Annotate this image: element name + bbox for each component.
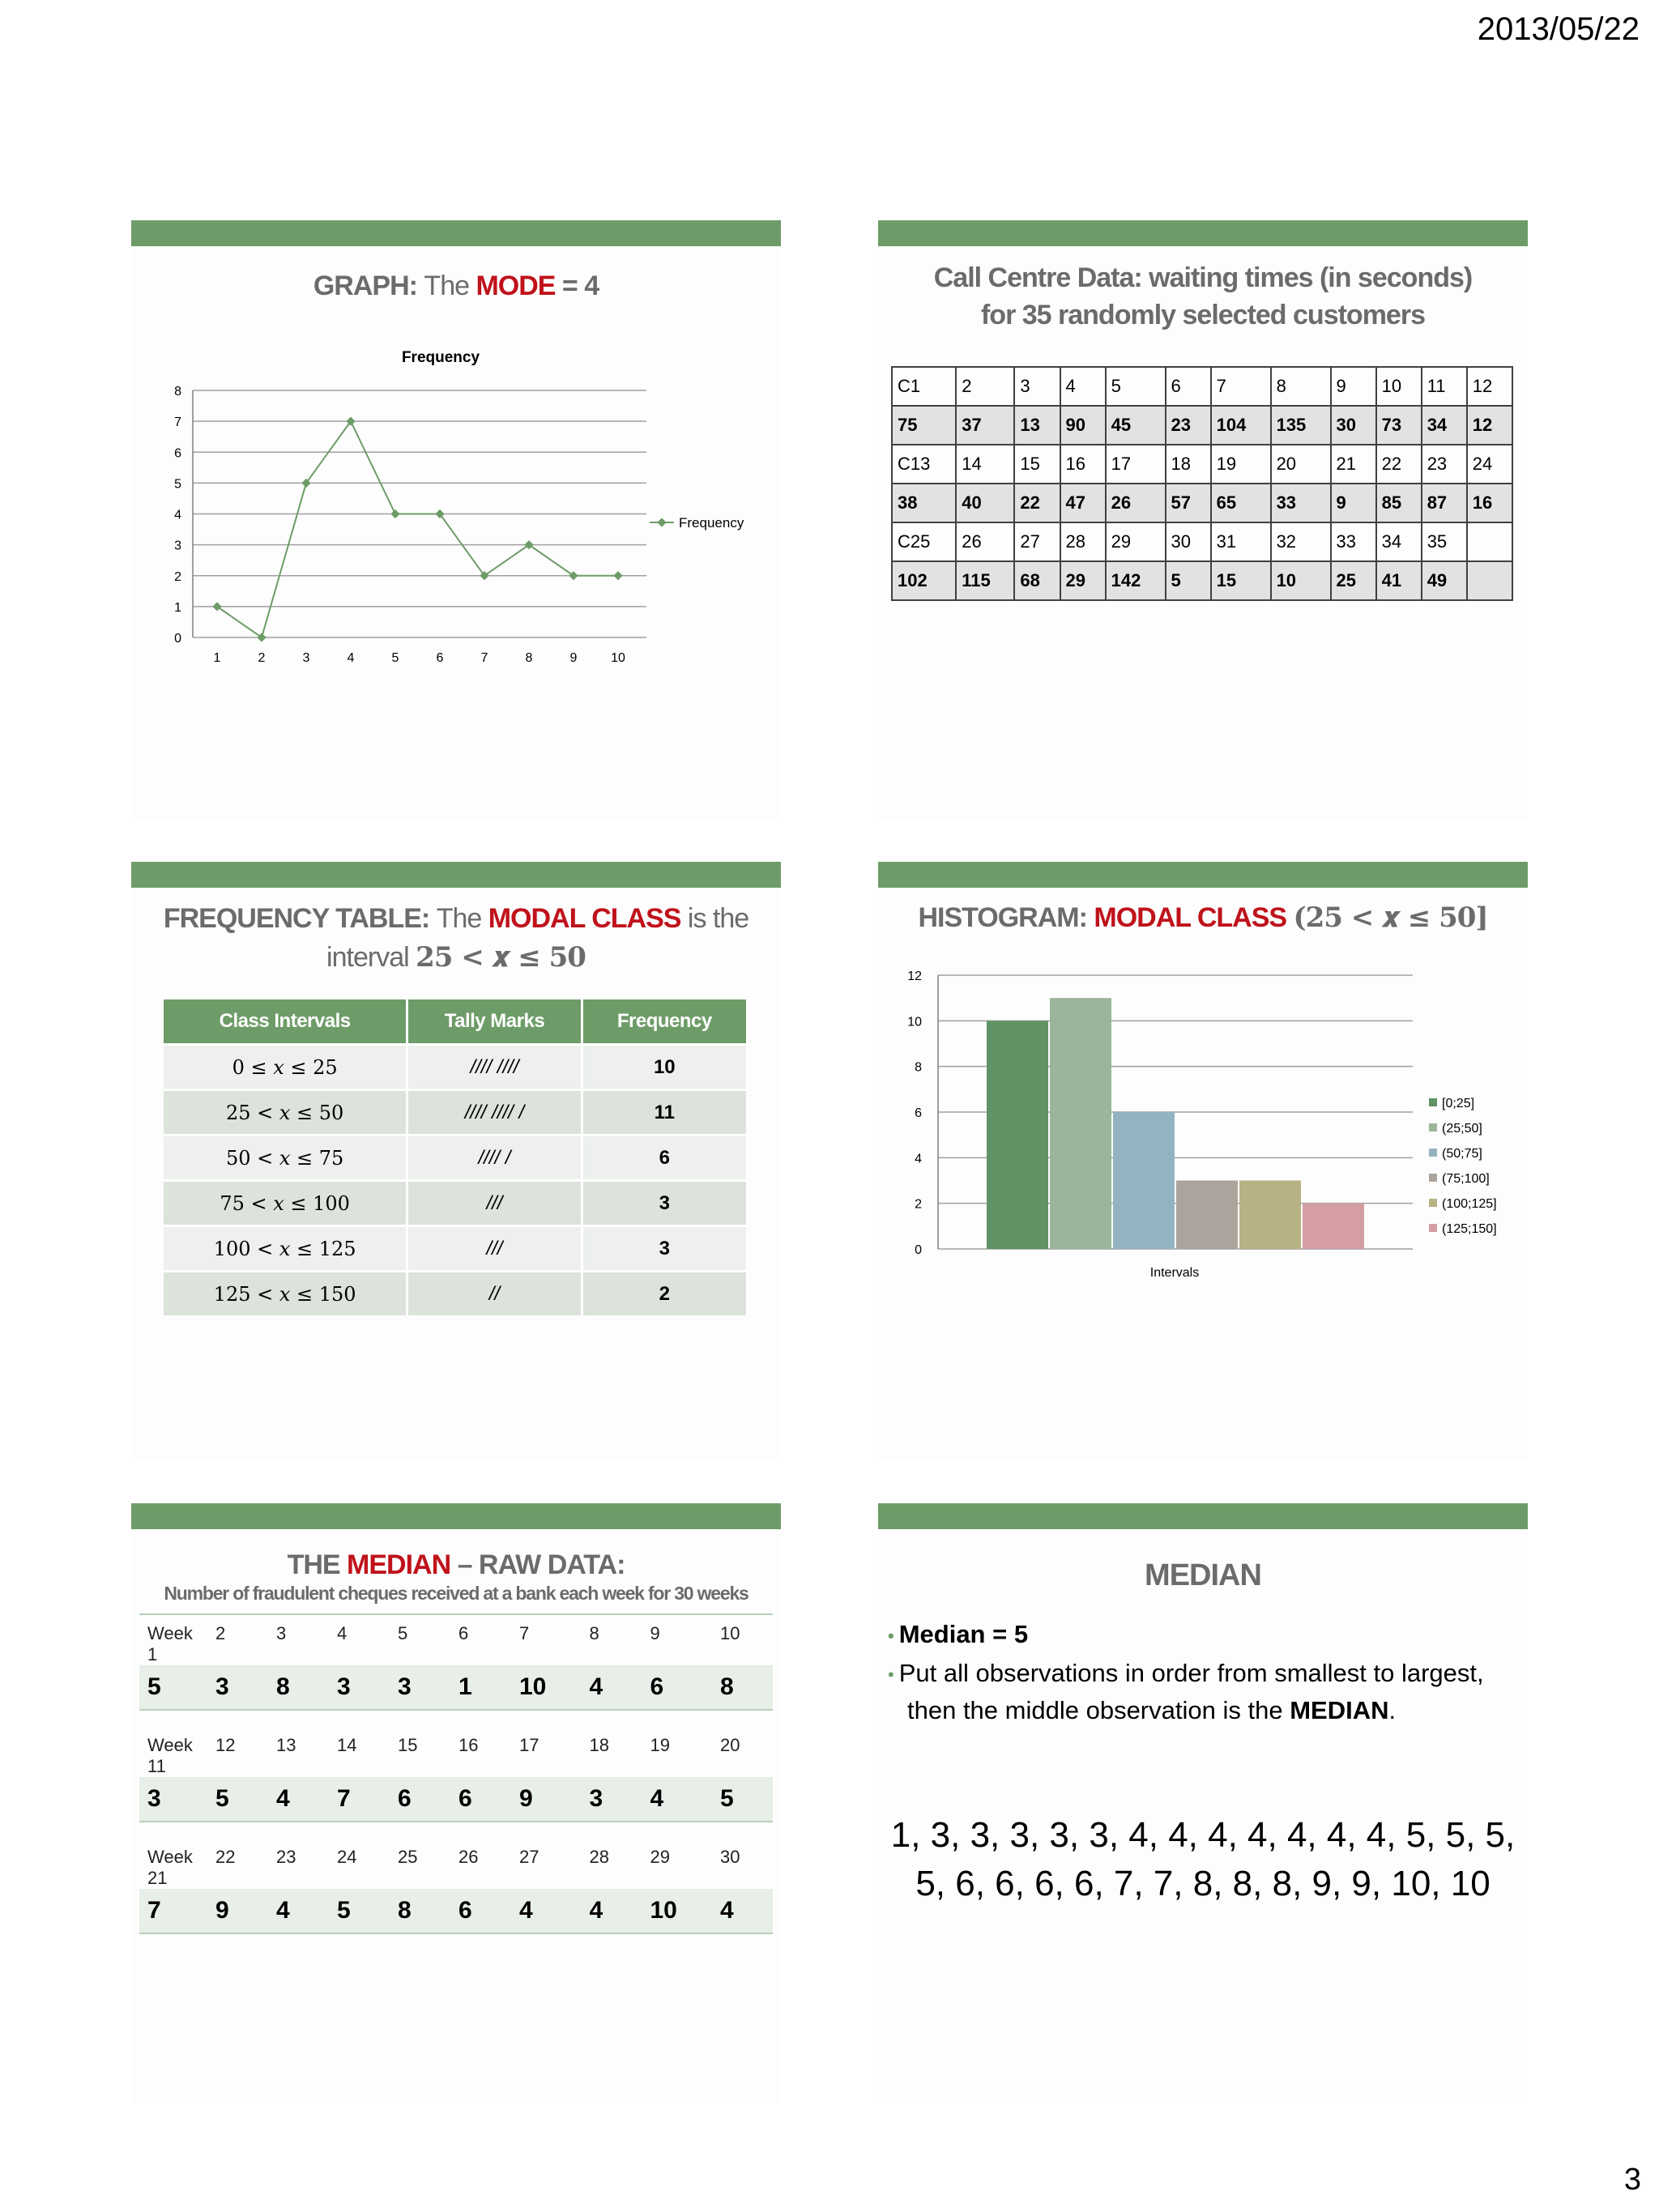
week-header-row	[139, 1727, 773, 1777]
cheque-count: 4	[268, 1777, 329, 1822]
slide-title	[878, 259, 1528, 334]
week-label: Week 21	[147, 1847, 193, 1888]
class-interval: 0 ≤ 𝑥 ≤ 25	[164, 1045, 407, 1090]
title-the: The	[436, 903, 482, 934]
table-cell: 10	[1271, 561, 1331, 600]
cheque-count: 4	[642, 1777, 711, 1822]
table-cell: 47	[1060, 484, 1106, 522]
y-tick-label: 2	[174, 569, 181, 584]
slide-header-bar	[878, 220, 1528, 246]
cheque-count: 3	[139, 1777, 207, 1822]
column-header: Class Intervals	[164, 999, 407, 1045]
table-cell: 16	[1060, 445, 1106, 484]
table-cell: 75	[892, 406, 956, 445]
legend-label: [0;25]	[1442, 1097, 1475, 1110]
table-cell: 104	[1211, 406, 1271, 445]
table-cell: 15	[1014, 445, 1060, 484]
legend-marker	[657, 518, 666, 526]
x-tick-label: 5	[391, 651, 399, 665]
table-cell: 33	[1331, 522, 1376, 561]
title-mode: MODE	[476, 271, 556, 301]
table-cell: 13	[1014, 406, 1060, 445]
title-math: 25 < 𝒙 ≤ 50	[416, 941, 586, 974]
x-tick-label: 2	[258, 651, 266, 665]
x-tick-label: 4	[347, 651, 355, 665]
data-point	[613, 571, 622, 580]
legend-swatch	[1429, 1149, 1437, 1157]
table-cell: 29	[1106, 522, 1166, 561]
week-header-row	[139, 1614, 773, 1665]
bullet-end: .	[1388, 1695, 1397, 1724]
cheque-count: 9	[511, 1777, 581, 1822]
page-number: 3	[1623, 2163, 1641, 2197]
legend-label: (25;50]	[1442, 1122, 1482, 1136]
table-cell: 26	[1106, 484, 1166, 522]
slide-title	[131, 267, 781, 305]
week-number: 14	[337, 1735, 357, 1755]
cheque-count: 4	[581, 1889, 642, 1933]
slide-header-bar	[131, 220, 781, 246]
legend-label: Frequency	[679, 515, 744, 531]
table-cell: 33	[1271, 484, 1331, 522]
table-cell: 45	[1106, 406, 1166, 445]
y-tick-label: 8	[915, 1060, 922, 1075]
table-row	[892, 367, 1512, 406]
cheque-count: 10	[511, 1665, 581, 1710]
title-prefix: GRAPH:	[313, 271, 417, 301]
week-label: Week 1	[139, 1614, 207, 1665]
table-row	[164, 1045, 748, 1090]
cheque-count: 5	[207, 1777, 268, 1822]
bullet-median-value	[888, 1617, 1028, 1654]
table-cell: 21	[1331, 445, 1376, 484]
x-tick-label: 1	[213, 651, 221, 665]
histogram-chart	[878, 959, 1518, 1396]
frequency-value: 10	[582, 1045, 747, 1090]
week-number: 9	[642, 1614, 711, 1665]
y-tick-label: 4	[174, 508, 181, 522]
tally-marks: //// //// /	[407, 1090, 582, 1136]
chart-title: Frequency	[401, 349, 480, 366]
class-interval: 100 < 𝑥 ≤ 125	[164, 1226, 407, 1272]
table-cell: 6	[1166, 367, 1211, 406]
week-number: 23	[276, 1847, 296, 1867]
table-cell: 20	[1271, 445, 1331, 484]
table-cell: 34	[1422, 406, 1467, 445]
x-tick-label: 7	[480, 651, 488, 665]
title-modal-class: MODAL CLASS	[488, 903, 681, 934]
cheque-count: 3	[329, 1665, 390, 1710]
table-cell: 30	[1166, 522, 1211, 561]
histogram-bar	[987, 1021, 1048, 1249]
table-cell	[1467, 561, 1512, 600]
x-tick-label: 8	[525, 651, 533, 665]
tally-marks: //// ////	[407, 1045, 582, 1090]
table-cell: 73	[1376, 406, 1422, 445]
frequency-value: 3	[582, 1226, 747, 1272]
week-number: 15	[398, 1735, 418, 1755]
cheque-count: 3	[390, 1665, 450, 1710]
week-number: 19	[650, 1735, 670, 1755]
table-cell: 9	[1331, 484, 1376, 522]
table-row	[892, 484, 1512, 522]
y-tick-label: 3	[174, 539, 181, 553]
cheque-count: 1	[450, 1665, 511, 1710]
class-interval: 125 < 𝑥 ≤ 150	[164, 1272, 407, 1316]
week-number: 6	[450, 1614, 511, 1665]
title-line-2: for 35 randomly selected customers	[980, 300, 1425, 330]
series-line	[217, 421, 618, 637]
slide-median	[878, 1503, 1528, 2103]
slide-title	[878, 899, 1528, 936]
frequency-value: 2	[582, 1272, 747, 1316]
table-cell: 18	[1166, 445, 1211, 484]
frequency-table	[164, 999, 748, 1315]
table-cell: C13	[892, 445, 956, 484]
y-tick-label: 6	[174, 446, 181, 461]
spacer-row	[139, 1710, 773, 1727]
x-axis-label: Intervals	[1149, 1266, 1200, 1280]
week-number: 25	[398, 1847, 418, 1867]
spacer-cell	[139, 1822, 773, 1839]
tally-marks: ///	[407, 1226, 582, 1272]
table-cell: 23	[1422, 445, 1467, 484]
slide-histogram	[878, 862, 1528, 1461]
table-cell: C25	[892, 522, 956, 561]
table-cell: 17	[1106, 445, 1166, 484]
cheque-count: 4	[712, 1889, 773, 1933]
legend-swatch	[1429, 1199, 1437, 1207]
value-row	[139, 1889, 773, 1933]
table-header-row	[164, 999, 748, 1045]
ordered-observations	[878, 1811, 1528, 1908]
week-number: 18	[589, 1735, 609, 1755]
legend-label: (125;150]	[1442, 1222, 1497, 1236]
histogram-bar	[1050, 998, 1111, 1249]
table-cell: 40	[956, 484, 1014, 522]
table-cell: 15	[1211, 561, 1271, 600]
title-rest: – RAW DATA:	[457, 1549, 625, 1580]
class-interval: 75 < 𝑥 ≤ 100	[164, 1181, 407, 1226]
histogram-bar	[1239, 1181, 1301, 1250]
table-row	[892, 522, 1512, 561]
tally-marks: //// /	[407, 1136, 582, 1181]
bullet-bold-median: MEDIAN	[1290, 1695, 1389, 1724]
slide-subtitle: Number of fraudulent cheques received at a bank each week for 30 weeks	[164, 1583, 748, 1604]
slide-header-bar	[878, 1503, 1528, 1529]
tally-marks: ///	[407, 1181, 582, 1226]
title-line-1: Call Centre Data: waiting times (in seconds)	[933, 262, 1473, 293]
class-interval: 50 < 𝑥 ≤ 75	[164, 1136, 407, 1181]
table-cell: 102	[892, 561, 956, 600]
y-tick-label: 0	[174, 632, 181, 646]
cheque-count: 5	[329, 1889, 390, 1933]
spacer-cell	[139, 1710, 773, 1727]
table-cell: 90	[1060, 406, 1106, 445]
table-cell: 87	[1422, 484, 1467, 522]
frequency-value: 3	[582, 1181, 747, 1226]
week-number: 8	[581, 1614, 642, 1665]
x-tick-label: 3	[302, 651, 310, 665]
table-cell: 16	[1467, 484, 1512, 522]
table-cell: 26	[956, 522, 1014, 561]
slide-median-raw	[131, 1503, 781, 2103]
table-cell: 30	[1331, 406, 1376, 445]
table-row	[892, 406, 1512, 445]
title-the: The	[424, 271, 470, 301]
table-cell: 10	[1376, 367, 1422, 406]
table-cell: 19	[1211, 445, 1271, 484]
title-interval: interval	[326, 942, 409, 973]
week-number: 28	[589, 1847, 609, 1867]
slide-header-bar	[131, 862, 781, 888]
table-cell: 12	[1467, 406, 1512, 445]
week-label: Week 11	[147, 1735, 193, 1776]
cheque-count: 6	[390, 1777, 450, 1822]
table-cell: 49	[1422, 561, 1467, 600]
table-cell: 22	[1376, 445, 1422, 484]
histogram-bar	[1303, 1204, 1364, 1249]
cheque-count: 7	[329, 1777, 390, 1822]
week-number: 17	[519, 1735, 539, 1755]
line-chart	[139, 334, 771, 722]
cheque-count: 4	[581, 1665, 642, 1710]
bullet-text: Median = 5	[898, 1620, 1029, 1648]
slide-title: MEDIAN	[1145, 1558, 1261, 1592]
week-number: 24	[337, 1847, 357, 1867]
title-the: THE	[287, 1549, 340, 1580]
x-tick-label: 6	[436, 651, 444, 665]
y-tick-label: 5	[174, 477, 181, 492]
y-tick-label: 8	[174, 385, 181, 399]
table-cell: 25	[1331, 561, 1376, 600]
cheque-count: 3	[207, 1665, 268, 1710]
title-math: (25 < 𝒙 ≤ 50]	[1293, 901, 1488, 934]
waiting-times-table	[891, 366, 1513, 601]
y-tick-label: 4	[915, 1152, 922, 1166]
class-interval: 25 < 𝑥 ≤ 50	[164, 1090, 407, 1136]
slide-frequency-table	[131, 862, 781, 1461]
table-cell: 5	[1106, 367, 1166, 406]
x-tick-label: 10	[611, 651, 625, 665]
table-cell: 85	[1376, 484, 1422, 522]
week-number: 20	[719, 1735, 740, 1755]
y-tick-label: 0	[915, 1243, 922, 1257]
table-row	[164, 1181, 748, 1226]
table-cell	[1467, 522, 1512, 561]
y-tick-label: 12	[907, 970, 922, 983]
table-cell: 31	[1211, 522, 1271, 561]
cheque-count: 10	[642, 1889, 711, 1933]
legend-swatch	[1429, 1098, 1437, 1106]
legend-swatch	[1429, 1174, 1437, 1182]
week-number: 12	[215, 1735, 236, 1755]
week-number: 29	[650, 1847, 670, 1867]
column-header: Frequency	[582, 999, 747, 1045]
table-cell: 5	[1166, 561, 1211, 600]
x-tick-label: 9	[569, 651, 578, 665]
y-tick-label: 7	[174, 416, 181, 430]
week-number: 5	[390, 1614, 450, 1665]
week-number: 2	[207, 1614, 268, 1665]
week-number: 7	[511, 1614, 581, 1665]
table-row	[164, 1136, 748, 1181]
value-row	[139, 1777, 773, 1822]
week-number: 27	[519, 1847, 539, 1867]
page-date: 2013/05/22	[1477, 11, 1640, 47]
title-modal-class: MODAL CLASS	[1094, 902, 1287, 933]
cheque-count: 8	[390, 1889, 450, 1933]
table-row	[164, 1090, 748, 1136]
spacer-row	[139, 1822, 773, 1839]
table-cell: 38	[892, 484, 956, 522]
title-prefix: FREQUENCY TABLE:	[163, 903, 430, 934]
cheque-count: 6	[642, 1665, 711, 1710]
table-cell: 28	[1060, 522, 1106, 561]
bullet-dot: •	[888, 1664, 894, 1685]
cheque-count: 4	[511, 1889, 581, 1933]
table-cell: 115	[956, 561, 1014, 600]
table-row	[164, 1226, 748, 1272]
table-cell: 57	[1166, 484, 1211, 522]
y-tick-label: 2	[915, 1197, 922, 1212]
cheque-count: 6	[450, 1777, 511, 1822]
slide-header-bar	[878, 862, 1528, 888]
cheque-count: 6	[450, 1889, 511, 1933]
table-cell: 3	[1014, 367, 1060, 406]
table-cell: 37	[956, 406, 1014, 445]
table-cell: 7	[1211, 367, 1271, 406]
table-cell: 4	[1060, 367, 1106, 406]
table-cell: 24	[1467, 445, 1512, 484]
cheque-count: 3	[581, 1777, 642, 1822]
cheque-count: 8	[268, 1665, 329, 1710]
week-number: 16	[458, 1735, 479, 1755]
table-cell: 8	[1271, 367, 1331, 406]
bullet-instructions	[888, 1656, 1507, 1728]
histogram-bar	[1176, 1181, 1238, 1250]
table-cell: 12	[1467, 367, 1512, 406]
table-cell: 65	[1211, 484, 1271, 522]
ordered-line-2: 5, 6, 6, 6, 6, 7, 7, 8, 8, 8, 9, 9, 10, 10	[915, 1864, 1491, 1903]
frequency-value: 11	[582, 1090, 747, 1136]
title-value: = 4	[561, 271, 599, 301]
legend-label: (100;125]	[1442, 1197, 1497, 1211]
table-row	[164, 1272, 748, 1316]
table-cell: 142	[1106, 561, 1166, 600]
week-number: 30	[719, 1847, 740, 1867]
table-cell: C1	[892, 367, 956, 406]
y-tick-label: 6	[915, 1106, 922, 1120]
tally-marks: //	[407, 1272, 582, 1316]
slide-header-bar	[131, 1503, 781, 1529]
y-tick-label: 10	[907, 1015, 922, 1029]
legend-label: (75;100]	[1442, 1172, 1490, 1186]
title-rest: is the	[687, 903, 749, 934]
table-cell: 27	[1014, 522, 1060, 561]
bullet-text: Put all observations in order from smallest to largest, then the middle observation is the	[898, 1659, 1484, 1724]
table-cell: 14	[956, 445, 1014, 484]
slide-title	[131, 1549, 781, 1581]
cheque-count: 8	[712, 1665, 773, 1710]
week-number: 10	[712, 1614, 773, 1665]
ordered-line-1: 1, 3, 3, 3, 3, 3, 4, 4, 4, 4, 4, 4, 4, 5, 5, 5,	[890, 1815, 1516, 1855]
table-cell: 34	[1376, 522, 1422, 561]
week-number: 26	[458, 1847, 479, 1867]
table-cell: 68	[1014, 561, 1060, 600]
title-median: MEDIAN	[347, 1549, 451, 1580]
cheque-count: 5	[712, 1777, 773, 1822]
week-header-row	[139, 1839, 773, 1889]
week-number: 13	[276, 1735, 296, 1755]
legend-swatch	[1429, 1123, 1437, 1132]
table-cell: 23	[1166, 406, 1211, 445]
cheque-count: 4	[268, 1889, 329, 1933]
table-cell: 9	[1331, 367, 1376, 406]
cheque-count: 5	[139, 1665, 207, 1710]
table-cell: 35	[1422, 522, 1467, 561]
histogram-bar	[1113, 1112, 1175, 1249]
table-row	[892, 561, 1512, 600]
slide-call-centre	[878, 220, 1528, 820]
frequency-value: 6	[582, 1136, 747, 1181]
value-row	[139, 1665, 773, 1710]
data-point	[390, 509, 399, 518]
bullet-dot: •	[888, 1625, 894, 1646]
week-number: 4	[329, 1614, 390, 1665]
cheques-table	[139, 1613, 773, 1934]
table-cell: 135	[1271, 406, 1331, 445]
cheque-count: 9	[207, 1889, 268, 1933]
legend-swatch	[1429, 1224, 1437, 1232]
table-cell: 29	[1060, 561, 1106, 600]
table-cell: 22	[1014, 484, 1060, 522]
column-header: Tally Marks	[407, 999, 582, 1045]
table-row	[892, 445, 1512, 484]
cheque-count: 7	[139, 1889, 207, 1933]
week-number: 22	[215, 1847, 236, 1867]
slide-graph-mode	[131, 220, 781, 820]
legend-label: (50;75]	[1442, 1147, 1482, 1161]
table-cell: 32	[1271, 522, 1331, 561]
week-number: 3	[268, 1614, 329, 1665]
title-prefix: HISTOGRAM:	[918, 902, 1087, 933]
y-tick-label: 1	[174, 600, 181, 615]
slide-title	[131, 899, 781, 977]
table-cell: 11	[1422, 367, 1467, 406]
table-cell: 41	[1376, 561, 1422, 600]
table-cell: 2	[956, 367, 1014, 406]
